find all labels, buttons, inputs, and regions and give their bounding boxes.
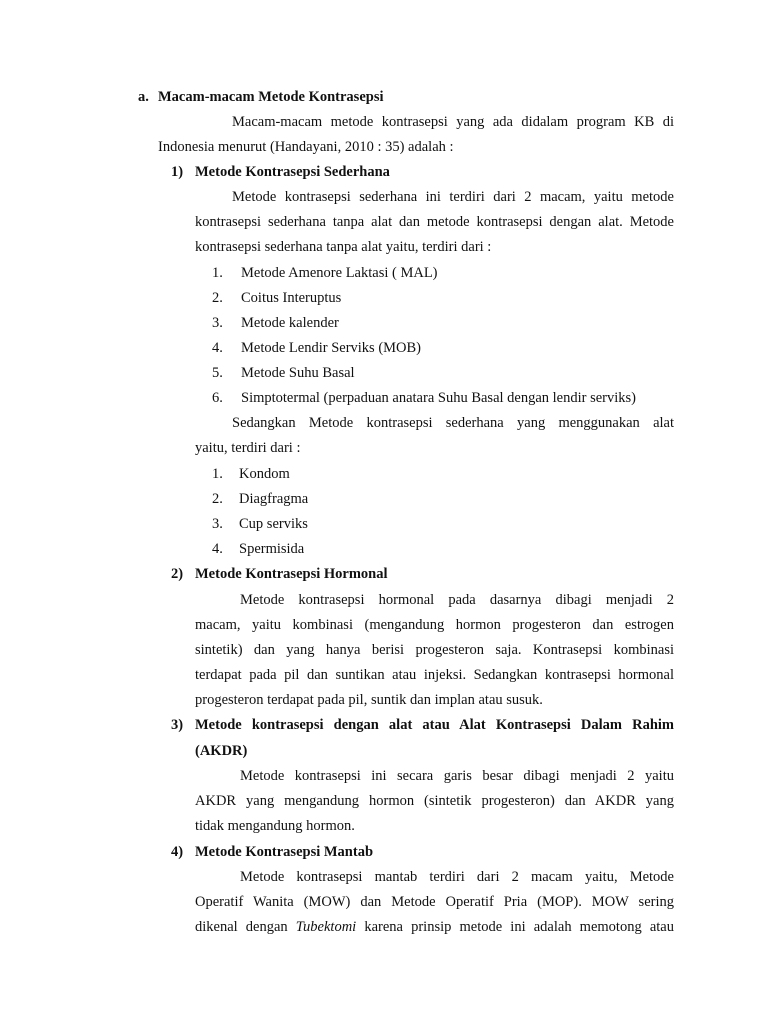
- list-item: Simptotermal (perpaduan anatara Suhu Basal dengan lendir serviks): [241, 390, 637, 406]
- list-number: 5.: [212, 365, 223, 381]
- subsection-number: 1): [171, 164, 184, 180]
- paragraph-line: sintetik) dan yang hanya berisi progesteron saja. Kontrasepsi kombinasi: [195, 642, 674, 658]
- emphasis-term: Tubektomi: [295, 919, 357, 935]
- paragraph-line: terdapat pada pil dan suntikan atau injeksi. Sedangkan kontrasepsi hormonal: [195, 667, 674, 683]
- list-item: Coitus Interuptus: [241, 290, 342, 306]
- list-number: 4.: [212, 340, 223, 356]
- subsection-title: (AKDR): [195, 743, 248, 759]
- paragraph-line: [195, 917, 674, 937]
- list-number: 2.: [212, 491, 223, 507]
- section-marker: a.: [138, 89, 149, 105]
- paragraph-line: tidak mengandung hormon.: [195, 818, 355, 834]
- list-item: Metode Lendir Serviks (MOB): [241, 340, 422, 356]
- list-number: 2.: [212, 290, 223, 306]
- list-item: Metode Suhu Basal: [241, 365, 355, 381]
- list-number: 4.: [212, 541, 223, 557]
- section-title: Macam-macam Metode Kontrasepsi: [158, 89, 384, 105]
- list-number: 3.: [212, 315, 223, 331]
- paragraph-line: kontrasepsi sederhana tanpa alat dan metode kontrasepsi dengan alat. Metode: [195, 214, 674, 230]
- subsection-number: 2): [171, 566, 184, 582]
- paragraph-line: Metode kontrasepsi hormonal pada dasarnya dibagi menjadi 2: [240, 592, 674, 608]
- paragraph-text: dikenal dengan: [195, 919, 296, 935]
- paragraph-line: progesteron terdapat pada pil, suntik dan implan atau susuk.: [195, 692, 543, 708]
- intro-line: Macam-macam metode kontrasepsi yang ada didalam program KB di: [232, 114, 674, 130]
- list-item: Metode kalender: [241, 315, 339, 331]
- subsection-title: Metode Kontrasepsi Hormonal: [195, 566, 388, 582]
- paragraph-line: yaitu, terdiri dari :: [195, 440, 301, 456]
- paragraph-line: Operatif Wanita (MOW) dan Metode Operatif Pria (MOP). MOW sering: [195, 894, 674, 910]
- list-item: Spermisida: [239, 541, 305, 557]
- paragraph-line: kontrasepsi sederhana tanpa alat yaitu, terdiri dari :: [195, 239, 492, 255]
- list-item: Metode Amenore Laktasi ( MAL): [241, 265, 438, 281]
- list-item: Diagfragma: [239, 491, 309, 507]
- list-item: Cup serviks: [239, 516, 308, 532]
- subsection-number: 4): [171, 844, 184, 860]
- paragraph-line: Sedangkan Metode kontrasepsi sederhana yang menggunakan alat: [232, 415, 674, 431]
- subsection-title: Metode Kontrasepsi Sederhana: [195, 164, 390, 180]
- paragraph-line: macam, yaitu kombinasi (mengandung hormon progesteron dan estrogen: [195, 617, 674, 633]
- intro-line: Indonesia menurut (Handayani, 2010 : 35) adalah :: [158, 139, 454, 155]
- paragraph-line: Metode kontrasepsi ini secara garis besar dibagi menjadi 2 yaitu: [240, 768, 674, 784]
- subsection-title: Metode Kontrasepsi Mantab: [195, 844, 374, 860]
- subsection-number: 3): [171, 717, 184, 733]
- list-number: 1.: [212, 466, 223, 482]
- list-item: Kondom: [239, 466, 290, 482]
- paragraph-line: Metode kontrasepsi mantab terdiri dari 2 macam yaitu, Metode: [240, 869, 674, 885]
- subsection-title: Metode kontrasepsi dengan alat atau Alat Kontrasepsi Dalam Rahim: [195, 717, 674, 733]
- list-number: 1.: [212, 265, 223, 281]
- list-number: 3.: [212, 516, 223, 532]
- paragraph-line: AKDR yang mengandung hormon (sintetik progesteron) dan AKDR yang: [195, 793, 674, 809]
- paragraph-text: karena prinsip metode ini adalah memotong atau: [356, 919, 674, 935]
- paragraph-line: Metode kontrasepsi sederhana ini terdiri dari 2 macam, yaitu metode: [232, 189, 674, 205]
- list-number: 6.: [212, 390, 223, 406]
